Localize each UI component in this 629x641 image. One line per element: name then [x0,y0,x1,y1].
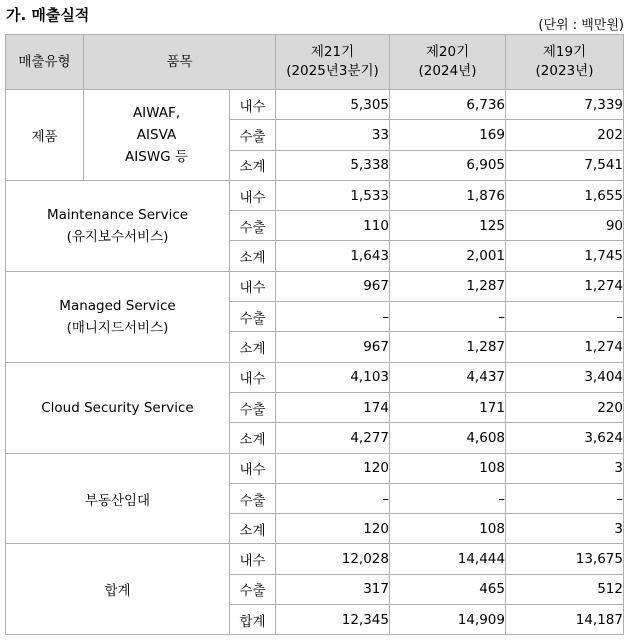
sales-table [5,34,624,635]
header-item: 품목 [84,35,276,90]
sales-type-cell: Maintenance Service (유지보수서비스) [6,180,230,271]
value-cell: 33 [276,120,390,150]
value-cell: – [276,302,390,332]
header-sales-type: 매출유형 [6,35,84,90]
value-cell: – [506,483,624,513]
value-cell: 5,338 [276,150,390,180]
header-period-19: 제19기 (2023년) [506,35,624,90]
value-cell: 3,404 [506,362,624,392]
table-row [6,271,624,301]
kind-cell: 수출 [230,574,276,604]
value-cell: – [390,483,506,513]
kind-cell: 소계 [230,241,276,271]
value-cell: 1,643 [276,241,390,271]
table-body [6,90,624,635]
kind-cell: 소계 [230,332,276,362]
value-cell: 317 [276,574,390,604]
table-row [6,180,624,210]
table-row [6,544,624,574]
kind-cell: 소계 [230,150,276,180]
value-cell: 120 [276,453,390,483]
sales-type-cell: 제품 [6,90,84,181]
value-cell: 110 [276,211,390,241]
value-cell: 108 [390,514,506,544]
value-cell: 1,876 [390,180,506,210]
value-cell: 12,028 [276,544,390,574]
kind-cell: 내수 [230,271,276,301]
unit-label: (단위 : 백만원) [538,18,624,33]
value-cell: 2,001 [390,241,506,271]
sales-type-cell: Managed Service (매니지드서비스) [6,271,230,362]
value-cell: 6,736 [390,90,506,120]
kind-cell: 합계 [230,605,276,635]
value-cell: 13,675 [506,544,624,574]
value-cell: 174 [276,392,390,422]
value-cell: 171 [390,392,506,422]
value-cell: 202 [506,120,624,150]
value-cell: 125 [390,211,506,241]
sales-type-cell: Cloud Security Service [6,362,230,453]
value-cell: 7,541 [506,150,624,180]
value-cell: 14,187 [506,605,624,635]
value-cell: 120 [276,514,390,544]
kind-cell: 수출 [230,120,276,150]
table-row [6,90,624,120]
value-cell: 4,608 [390,423,506,453]
sales-type-cell: 합계 [6,544,230,635]
value-cell: 7,339 [506,90,624,120]
header-period-21: 제21기 (2025년3분기) [276,35,390,90]
value-cell: 1,287 [390,271,506,301]
value-cell: 220 [506,392,624,422]
value-cell: 1,274 [506,271,624,301]
value-cell: 465 [390,574,506,604]
value-cell: 4,437 [390,362,506,392]
value-cell: 4,103 [276,362,390,392]
kind-cell: 수출 [230,302,276,332]
value-cell: 14,909 [390,605,506,635]
kind-cell: 내수 [230,453,276,483]
value-cell: 108 [390,453,506,483]
kind-cell: 내수 [230,180,276,210]
value-cell: 967 [276,332,390,362]
kind-cell: 수출 [230,483,276,513]
table-row [6,362,624,392]
table-row [6,453,624,483]
value-cell: 5,305 [276,90,390,120]
kind-cell: 소계 [230,423,276,453]
value-cell: 1,287 [390,332,506,362]
value-cell: 6,905 [390,150,506,180]
value-cell: – [390,302,506,332]
value-cell: 4,277 [276,423,390,453]
value-cell: 169 [390,120,506,150]
value-cell: – [276,483,390,513]
kind-cell: 내수 [230,544,276,574]
value-cell: – [506,302,624,332]
value-cell: 3 [506,453,624,483]
value-cell: 1,745 [506,241,624,271]
sales-type-cell: 부동산임대 [6,453,230,544]
kind-cell: 수출 [230,211,276,241]
kind-cell: 내수 [230,90,276,120]
table-header-row [6,35,624,90]
value-cell: 12,345 [276,605,390,635]
header-period-20: 제20기 (2024년) [390,35,506,90]
value-cell: 512 [506,574,624,604]
product-item-cell: AIWAF, AISVA AISWG 등 [84,90,230,181]
kind-cell: 소계 [230,514,276,544]
value-cell: 90 [506,211,624,241]
value-cell: 1,274 [506,332,624,362]
kind-cell: 내수 [230,362,276,392]
value-cell: 14,444 [390,544,506,574]
value-cell: 1,533 [276,180,390,210]
value-cell: 3,624 [506,423,624,453]
value-cell: 3 [506,514,624,544]
value-cell: 1,655 [506,180,624,210]
kind-cell: 수출 [230,392,276,422]
value-cell: 967 [276,271,390,301]
section-title: 가. 매출실적 [6,6,90,24]
